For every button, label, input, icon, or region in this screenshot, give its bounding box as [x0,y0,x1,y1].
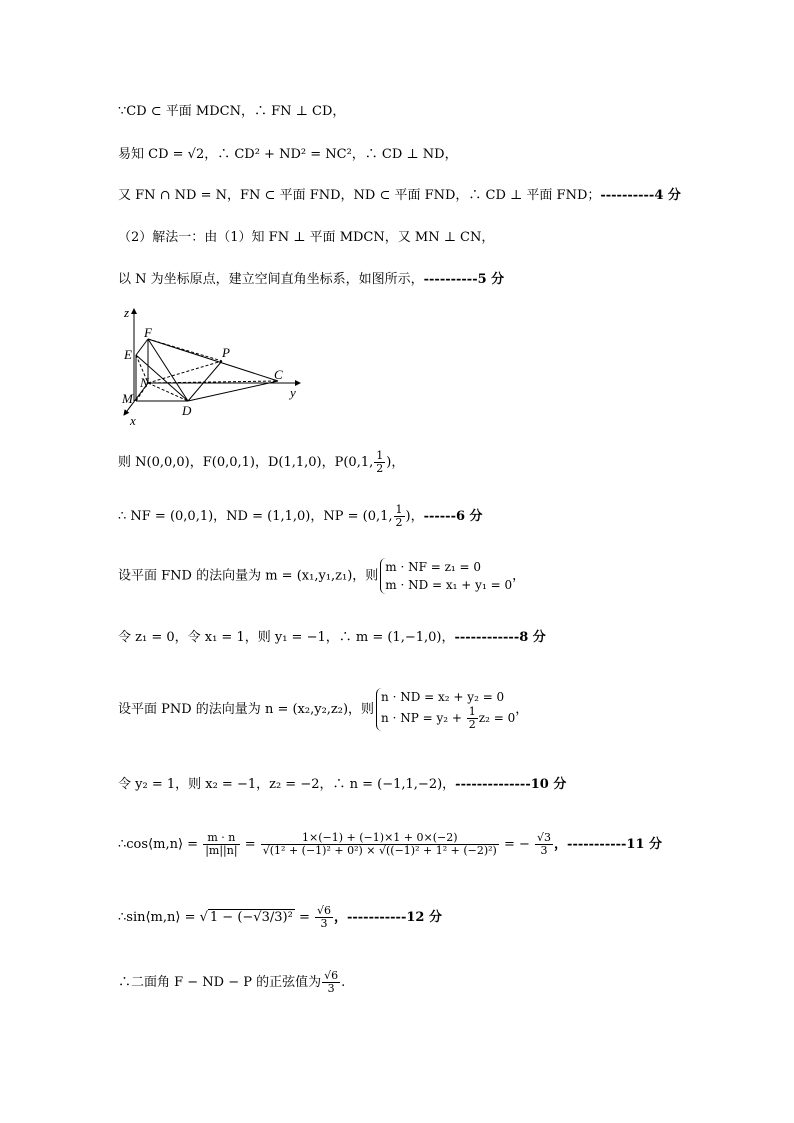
edge-NP [148,361,222,383]
pnd-eq-2 [381,706,515,731]
line-7-end: )， [405,509,424,524]
line-3-text: 又 FN ∩ ND = N，FN ⊂ 平面 FND，ND ⊂ 平面 FND，∴ CD ⊥ 平面 FND； [118,188,601,203]
line-9 [118,628,546,648]
label-D: D [182,403,192,418]
line-13: ∴sin⟨m,n⟩ = √ 1 − (−√3/3)² = $\frac{√6}{3}$ ，-----------12 分 [118,904,442,930]
pnd-eq-2-a: n · NP = y₂ + [381,711,466,725]
cos-f2-den: √(1² + (−1)² + 0²) × √((−1)² + 1² + (−2)²) [262,844,497,857]
label-E: E [124,347,132,362]
fnd-eq-1: m · NF = z₁ = 0 [385,560,482,574]
cos-frac-1 [203,832,239,857]
line-6-end: )， [386,455,405,470]
sin-radicand: 1 − (−√3/3)² [209,910,293,925]
label-C: C [274,367,283,382]
sin-prefix: ∴sin⟨m,n⟩ = [118,910,200,925]
line-3 [118,186,681,206]
line-7 [118,504,483,529]
cos-f1-den: |m||n| [205,844,238,857]
half-fraction-7 [394,504,405,529]
line-6-text: 则 N(0,0,0)，F(0,0,1)，D(1,1,0)，P(0,1, [118,455,374,470]
label-z: z [124,305,130,320]
cos-prefix: ∴cos⟨m,n⟩ = [118,837,199,852]
half-num-10: 1 [468,705,476,718]
conclusion-end: . [341,975,346,990]
line-10-text: 设平面 PND 的法向量为 n = (x₂,y₂,z₂)，则 [118,702,375,717]
score-6: ------6 分 [423,509,483,524]
cos-f2-num: 1×(−1) + (−1)×1 + 0×(−2) [261,832,499,845]
half-den-10: 2 [468,718,476,731]
conclusion-den: 3 [327,982,335,995]
edge-EF [136,339,148,355]
line-8-end: ， [512,568,526,584]
edge-DC [188,381,278,401]
line-12 [118,832,662,857]
line-11 [118,775,566,795]
half-den-6: 2 [376,462,384,475]
label-y: y [290,385,296,400]
score-8: ------------8 分 [454,630,546,645]
sin-frac [315,905,333,930]
line-2: 易知 CD = √2，∴ CD² + ND² = NC²，∴ CD ⊥ ND， [118,147,458,162]
conclusion-num: √6 [324,969,339,982]
line-10-end: ， [515,702,529,717]
half-fraction-6 [374,450,385,475]
score-12: ，-----------12 分 [334,910,442,925]
half-den-7: 2 [395,516,403,529]
line-9-text: 令 z₁ = 0，令 x₁ = 1，则 y₁ = −1，∴ m = (1,−1,0)， [118,630,455,645]
cos-f1-num: m · n [203,832,239,845]
conclusion-frac [322,970,340,995]
coordinate-figure [118,305,318,430]
half-num-7: 1 [395,503,403,516]
line-1: ∵CD ⊂ 平面 MDCN，∴ FN ⊥ CD， [118,104,346,119]
system-pnd [376,688,515,731]
figure-svg [118,305,318,430]
cos-f3-num: √3 [537,831,552,844]
score-5: ----------5 分 [423,272,505,287]
fnd-eq-2: m · ND = x₁ + y₁ = 0 [385,578,513,592]
score-4: ----------4 分 [600,188,681,203]
line-4: （2）解法一：由（1）知 FN ⊥ 平面 MDCN，又 MN ⊥ CN， [118,230,495,245]
line-8-text: 设平面 FND 的法向量为 m = (x₁,y₁,z₁)，则 [118,568,379,584]
line-10 [118,688,528,731]
cos-frac-2 [261,832,499,857]
line-5-text: 以 N 为坐标原点，建立空间直角坐标系，如图所示， [118,272,424,287]
system-fnd [380,558,512,594]
label-N: N [140,375,149,390]
conclusion-text: ∴二面角 F − ND − P 的正弦值为 [118,975,322,990]
line-11-text: 令 y₂ = 1，则 x₂ = −1，z₂ = −2，∴ n = (−1,1,−2)， [118,777,456,792]
label-P: P [222,345,230,360]
label-x: x [130,413,136,428]
half-fraction-10 [467,706,478,731]
cos-frac-3 [535,832,553,857]
score-11: ，-----------11 分 [554,837,663,852]
pnd-eq-1: n · ND = x₂ + y₂ = 0 [381,690,505,704]
sin-den: 3 [320,917,328,930]
edge-FP [148,339,222,361]
sin-num: √6 [316,904,331,917]
score-10: --------------10 分 [455,777,567,792]
line-6 [118,450,404,475]
label-M: M [122,391,133,406]
line-5 [118,270,504,290]
cos-f3-den: 3 [540,844,548,857]
pnd-eq-2-b: z₂ = 0 [478,711,516,725]
line-7-text: ∴ NF = (0,0,1)，ND = (1,1,0)，NP = (0,1, [118,509,393,524]
sin-eq: = [298,910,310,925]
label-F: F [144,325,152,340]
half-num-6: 1 [376,449,384,462]
cos-result-eq: = − [503,837,530,852]
line-8 [118,558,525,594]
line-14 [118,970,345,995]
cos-eq: = [244,837,256,852]
